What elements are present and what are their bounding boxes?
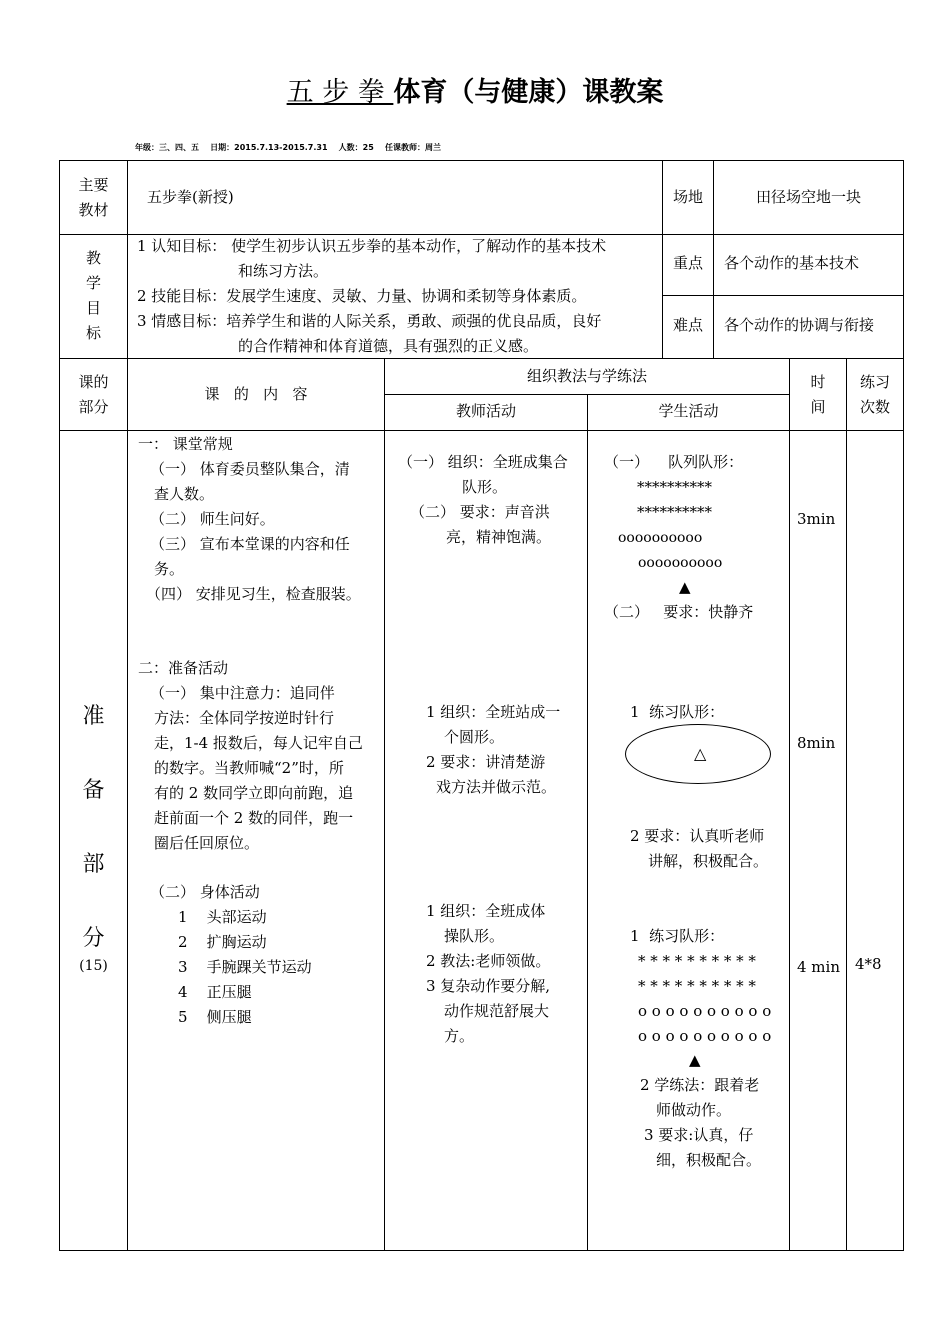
teacher-line: 戏方法并做示范。 — [436, 778, 557, 796]
formation-row: oooooooooo — [618, 530, 703, 546]
header-student: 学生活动 — [658, 402, 719, 420]
teacher-line: 操队形。 — [444, 927, 505, 945]
formation-row: ********** — [637, 478, 712, 496]
student-formation-head: 1 练习队形： — [630, 927, 725, 945]
row2-label-1: 教 — [85, 249, 101, 267]
teacher-line: 亮，精神饱满。 — [446, 528, 552, 546]
goal-line: 的合作精神和体育道德，具有强烈的正义感。 — [238, 337, 539, 355]
teacher-triangle-icon: △ — [694, 744, 707, 763]
content-line: 的数字。当教师喊“2”时，所 — [154, 759, 344, 777]
teacher-line: 方。 — [444, 1027, 475, 1045]
student-formation-head: （一） 队列队形： — [604, 453, 744, 471]
formation-row: o o o o o o o o o o — [638, 1027, 772, 1045]
key-label: 重点 — [672, 254, 703, 272]
content-line: 二：准备活动 — [138, 659, 229, 677]
header-part-1: 课的 — [78, 373, 109, 391]
lesson-meta: 年级：三、四、五 日期：2015.7.13-2015.7.31 人数：25 任课教师：周兰 — [135, 143, 441, 152]
teacher-line: 1 组织：全班成体 — [426, 902, 546, 920]
content-line: 有的 2 数同学立即向前跑，追 — [154, 784, 354, 802]
formation-row: oooooooooo — [638, 555, 723, 571]
formation-row: o o o o o o o o o o — [638, 1002, 772, 1020]
student-req: 师做动作。 — [656, 1101, 732, 1119]
page-title — [0, 70, 950, 109]
time-value: 8min — [797, 734, 836, 752]
teacher-line: 个圆形。 — [444, 728, 505, 746]
reps-value: 4*8 — [855, 955, 882, 973]
student-req: （二） 要求：快静齐 — [604, 603, 754, 621]
content-line: 圈后任回原位。 — [154, 834, 260, 852]
content-line: 5 侧压腿 — [178, 1008, 252, 1026]
content-line: （三） 宣布本堂课的内容和任 — [150, 535, 350, 553]
header-part-2: 部分 — [78, 398, 109, 416]
row1-label-2: 教材 — [78, 201, 109, 219]
student-req: 讲解，积极配合。 — [648, 852, 769, 870]
title-lesson-name: 五 步 拳 — [286, 77, 394, 108]
difficult-label: 难点 — [672, 316, 703, 334]
teacher-marker-icon: ▲ — [679, 578, 691, 596]
student-req: 2 学练法：跟着老 — [640, 1076, 760, 1094]
content-line: 一： 课堂常规 — [138, 435, 233, 453]
content-line: 查人数。 — [154, 485, 215, 503]
content-line: （四） 安排见习生，检查服装。 — [146, 585, 361, 603]
teacher-line: 队形。 — [462, 478, 508, 496]
part-label-char: 准 — [82, 704, 105, 729]
student-req: 细，积极配合。 — [656, 1151, 762, 1169]
content-line: （二） 身体活动 — [150, 883, 260, 901]
venue-label: 场地 — [672, 188, 703, 206]
part-label-char: 部 — [82, 852, 105, 877]
header-teacher: 教师活动 — [455, 402, 516, 420]
teacher-marker-icon: ▲ — [689, 1051, 701, 1069]
row2-label-4: 标 — [85, 324, 101, 342]
part-label-char: 分 — [82, 926, 105, 951]
header-method: 组织教法与学练法 — [526, 367, 647, 385]
row2-label-3: 目 — [85, 299, 101, 317]
teacher-line: 动作规范舒展大 — [444, 1002, 550, 1020]
content-line: 1 头部运动 — [178, 908, 267, 926]
header-content: 课 的 内 容 — [204, 385, 308, 403]
header-time-1: 时 — [810, 373, 826, 391]
difficult-point: 各个动作的协调与衔接 — [724, 316, 875, 334]
teacher-line: 2 要求：讲清楚游 — [426, 753, 546, 771]
teacher-line: （二） 要求：声音洪 — [410, 503, 550, 521]
time-value: 4 min — [797, 958, 840, 976]
row1-label-1: 主要 — [78, 176, 109, 194]
student-formation-head: 1 练习队形： — [630, 703, 725, 721]
content-line: 走，1-4 报数后，每人记牢自己 — [154, 734, 363, 752]
goal-line: 和练习方法。 — [238, 262, 329, 280]
content-line: （一） 体育委员整队集合，清 — [150, 460, 350, 478]
teacher-line: 3 复杂动作要分解, — [426, 977, 551, 995]
content-line: 务。 — [154, 560, 185, 578]
part-label-char: 备 — [82, 778, 105, 803]
content-line: 4 正压腿 — [178, 983, 252, 1001]
content-line: （一） 集中注意力：追同伴 — [150, 684, 335, 702]
formation-row: ********** — [637, 503, 712, 521]
formation-row: * * * * * * * * * * — [638, 977, 756, 995]
goal-line: 2 技能目标：发展学生速度、灵敏、力量、协调和柔韧等身体素质。 — [137, 287, 587, 305]
header-reps-1: 练习 — [859, 373, 890, 391]
teacher-line: （一） 组织：全班成集合 — [398, 453, 568, 471]
content-line: （二） 师生问好。 — [150, 510, 275, 528]
row2-label-2: 学 — [85, 274, 101, 292]
teacher-line: 2 教法:老师领做。 — [426, 952, 551, 970]
goal-line: 3 情感目标：培养学生和谐的人际关系，勇敢、顽强的优良品质，良好 — [137, 312, 602, 330]
student-req: 3 要求:认真，仔 — [644, 1126, 754, 1144]
content-line: 赶前面一个 2 数的同伴，跑一 — [154, 809, 354, 827]
student-req: 2 要求：认真听老师 — [630, 827, 765, 845]
formation-row: * * * * * * * * * * — [638, 952, 756, 970]
content-line: 2 扩胸运动 — [178, 933, 267, 951]
time-value: 3min — [797, 510, 836, 528]
title-main: 体育（与健康）课教案 — [393, 77, 664, 108]
venue-value: 田径场空地一块 — [755, 188, 861, 206]
header-time-2: 间 — [810, 398, 826, 416]
goal-line: 1 认知目标： 使学生初步认识五步拳的基本动作，了解动作的基本技术 — [137, 237, 607, 255]
part-minutes: (15) — [79, 958, 108, 974]
key-point: 各个动作的基本技术 — [724, 254, 860, 272]
content-line: 3 手腕踝关节运动 — [178, 958, 312, 976]
header-reps-2: 次数 — [859, 398, 890, 416]
teacher-line: 1 组织：全班站成一 — [426, 703, 561, 721]
content-line: 方法：全体同学按逆时针行 — [154, 709, 335, 727]
main-material: 五步拳(新授) — [147, 188, 234, 206]
